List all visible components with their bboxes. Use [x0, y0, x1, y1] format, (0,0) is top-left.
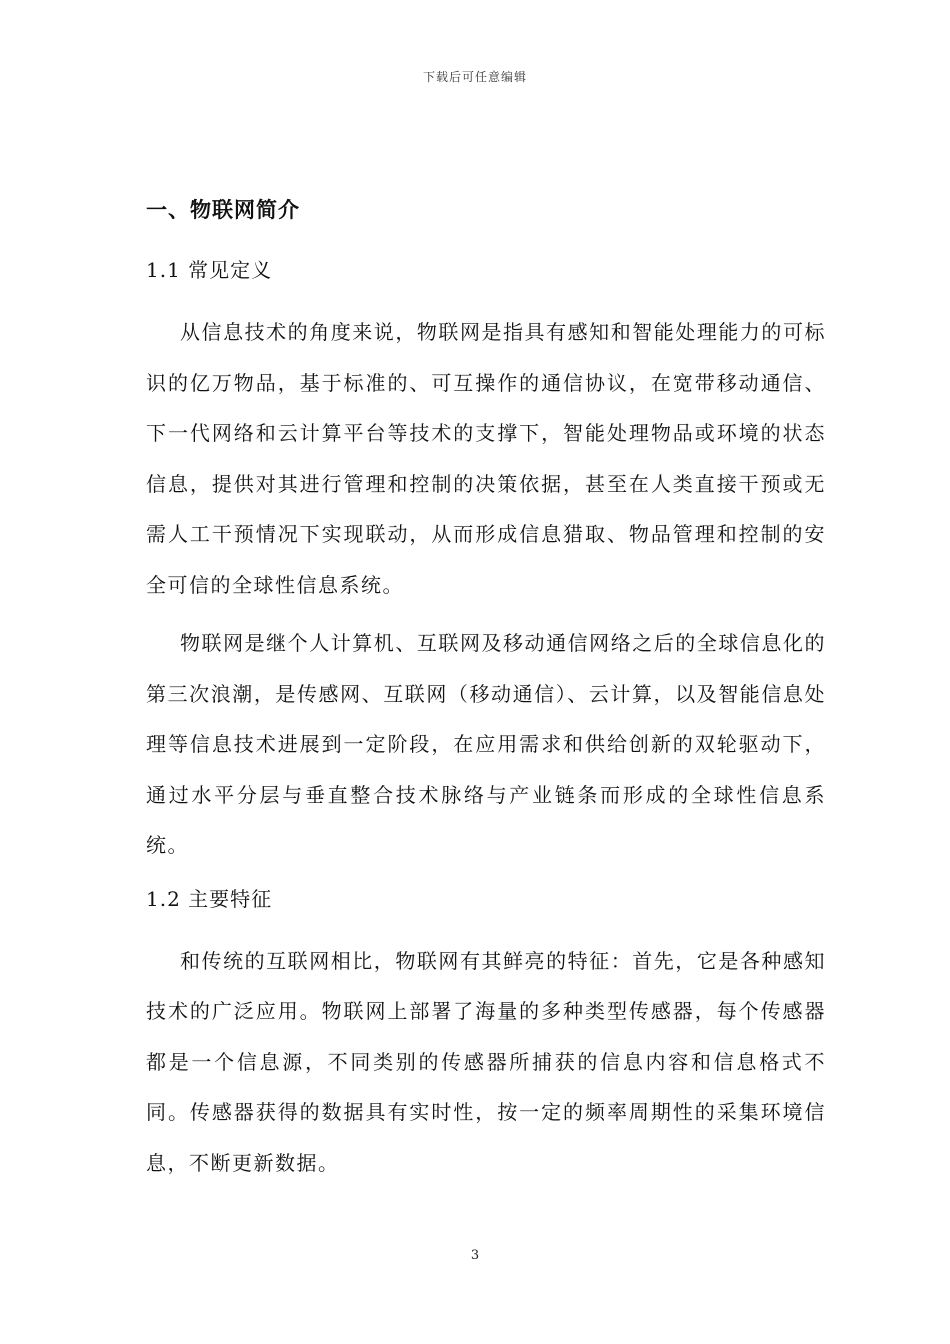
page-content	[146, 190, 826, 1196]
paragraph-features-1: 和传统的互联网相比，物联网有其鲜亮的特征：首先，它是各种感知技术的广泛应用。物联网上部署了海量的多种类型传感器，每个传感器都是一个信息源，不同类别的传感器所捕获的信息内容和信息格式不同。传感器获得的数据具有实时性，按一定的频率周期性的采集环境信息，不断更新数据。	[146, 948, 826, 1175]
page-header: 下载后可任意编辑	[422, 70, 527, 84]
paragraph-definition-1: 从信息技术的角度来说，物联网是指具有感知和智能处理能力的可标识的亿万物品，基于标准的、可互操作的通信协议，在宽带移动通信、下一代网络和云计算平台等技术的支撑下，智能处理物品或环境的状态信息，提供对其进行管理和控制的决策依据，甚至在人类直接干预或无需人工干预情况下实现联动，从而形成信息猎取、物品管理和控制的安全可信的全球性信息系统。	[146, 320, 826, 597]
section-title: 一、物联网简介	[146, 198, 300, 222]
page-number: 3	[470, 1248, 480, 1263]
subsection-title-features: 1.2 主要特征	[146, 886, 273, 911]
subsection-title-definition: 1.1 常见定义	[146, 258, 273, 282]
paragraph-definition-2: 物联网是继个人计算机、互联网及移动通信网络之后的全球信息化的第三次浪潮，是传感网、互联网（移动通信）、云计算，以及智能信息处理等信息技术进展到一定阶段，在应用需求和供给创新的双轮驱动下，通过水平分层与垂直整合技术脉络与产业链条而形成的全球性信息系统。	[146, 631, 826, 857]
